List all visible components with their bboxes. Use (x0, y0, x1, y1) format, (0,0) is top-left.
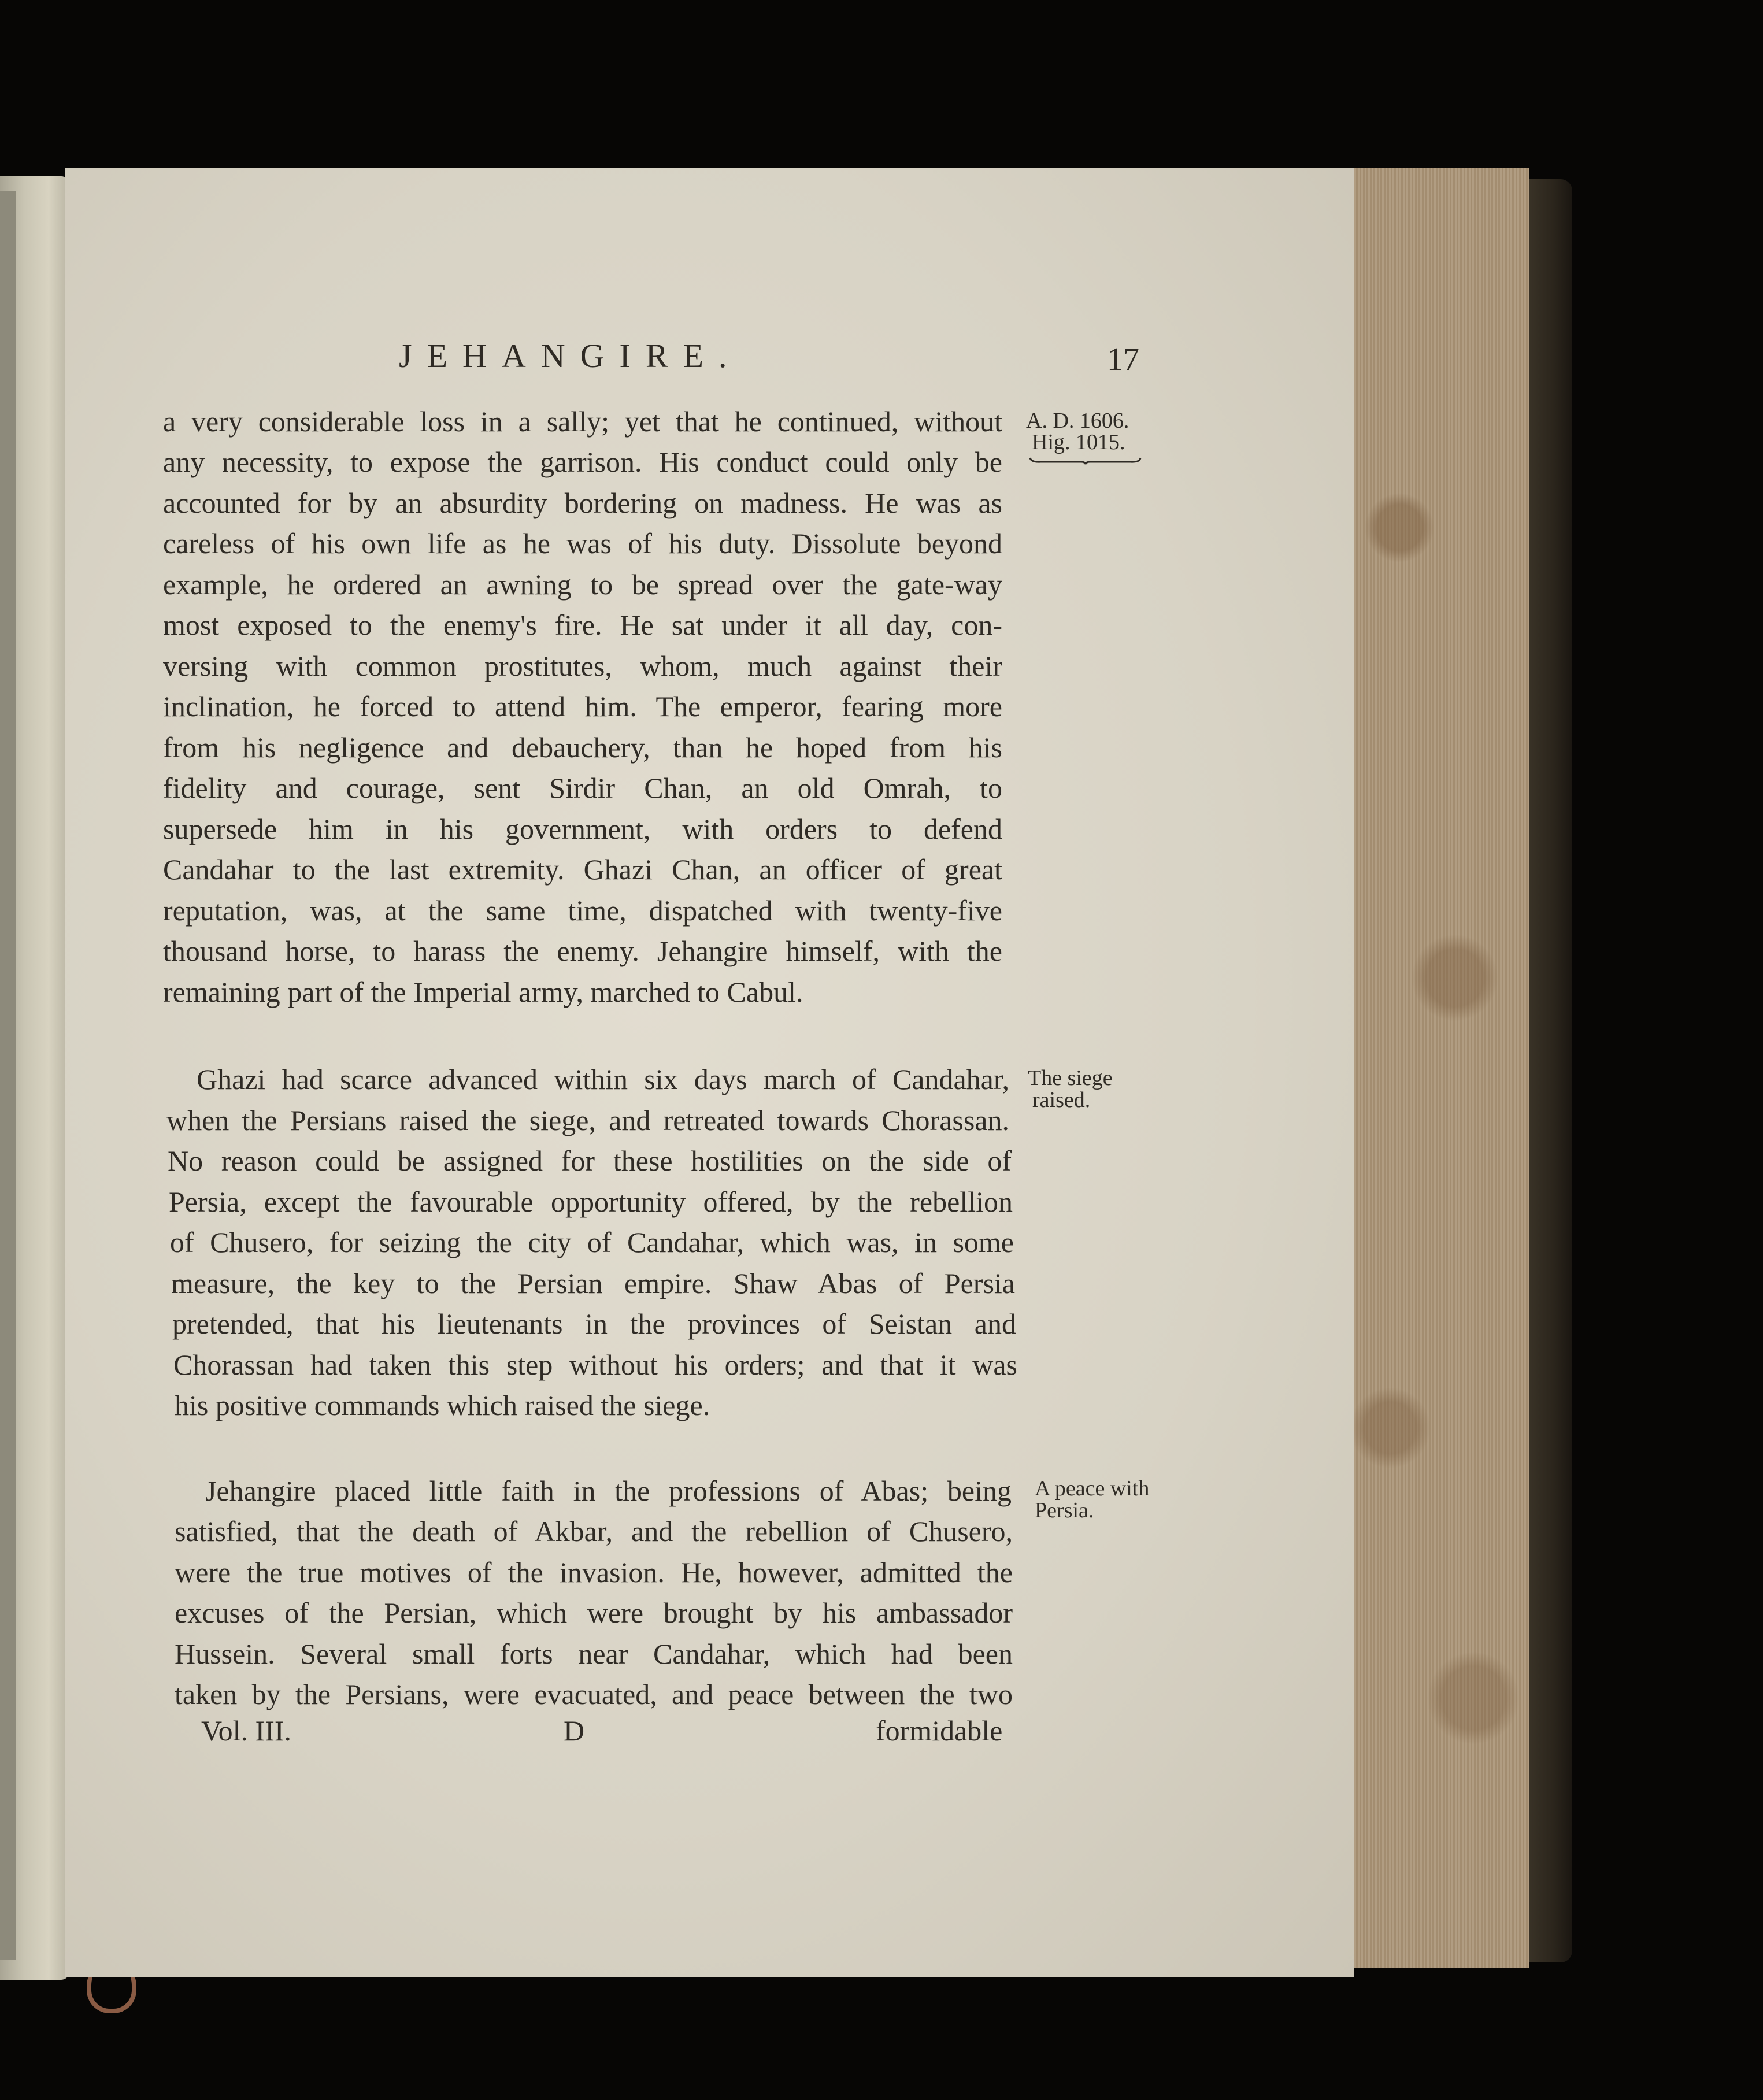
text-line: fidelity and courage, sent Sirdir Chan, an old Omrah, to (163, 772, 1002, 804)
text-line: when the Persians raised the siege, and retreated towards Chorassan. (166, 1104, 1009, 1136)
margin-note-siege-line2: raised. (1032, 1088, 1091, 1112)
text-line: most exposed to the enemy's fire. He sat under it all day, con- (163, 609, 1002, 641)
margin-note-siege-line1: The siege (1028, 1066, 1113, 1090)
margin-note-peace-line1: A peace with (1035, 1476, 1150, 1501)
signature-mark: D (564, 1714, 585, 1747)
text-line: Chorassan had taken this step without his orders; and that it was (173, 1349, 1017, 1381)
text-line: a very considerable loss in a sally; yet that he continued, without (163, 405, 1002, 438)
page-number: 17 (1107, 342, 1139, 377)
text-line: No reason could be assigned for these hostilities on the side of (168, 1145, 1012, 1177)
text-line: Jehangire placed little faith in the professions of Abas; being (205, 1475, 1012, 1507)
book-cover-edge (1526, 179, 1572, 1962)
text-line: remaining part of the Imperial army, marched to Cabul. (163, 976, 803, 1008)
catchword: formidable (876, 1714, 1003, 1747)
text-line: excuses of the Persian, which were brought by his ambassador (175, 1597, 1013, 1629)
text-line: measure, the key to the Persian empire. Shaw Abas of Persia (171, 1267, 1015, 1299)
text-line: reputation, was, at the same time, dispatched with twenty-five (163, 894, 1002, 927)
text-line: satisfied, that the death of Akbar, and the rebellion of Chusero, (175, 1515, 1013, 1547)
volume-mark: Vol. III. (201, 1714, 292, 1747)
text-line: example, he ordered an awning to be spread over the gate-way (163, 568, 1002, 601)
facing-page-shadow (0, 191, 16, 1960)
text-line: versing with common prostitutes, whom, much against their (163, 650, 1002, 682)
text-line: careless of his own life as he was of his duty. Dissolute beyond (163, 527, 1002, 560)
text-line: were the true motives of the invasion. He, however, admitted the (175, 1556, 1013, 1588)
text-line: inclination, he forced to attend him. The emperor, fearing more (163, 690, 1002, 723)
margin-brace (1029, 457, 1142, 465)
text-line: pretended, that his lieutenants in the provinces of Seistan and (172, 1308, 1016, 1340)
text-line: any necessity, to expose the garrison. His conduct could only be (163, 446, 1002, 478)
text-line: from his negligence and debauchery, than he hoped from his (163, 731, 1002, 764)
margin-note-peace-line2: Persia. (1035, 1498, 1094, 1523)
text-line: thousand horse, to harass the enemy. Jehangire himself, with the (163, 935, 1002, 967)
book-fore-edge (1344, 168, 1529, 1968)
running-title: JEHANGIRE. (399, 337, 742, 375)
text-line: of Chusero, for seizing the city of Candahar, which was, in some (170, 1226, 1014, 1258)
margin-note-date-year: A. D. 1606. (1026, 409, 1129, 433)
text-line: supersede him in his government, with orders to defend (163, 813, 1002, 845)
text-line: his positive commands which raised the siege. (175, 1389, 710, 1421)
text-line: Candahar to the last extremity. Ghazi Chan, an officer of great (163, 853, 1002, 886)
text-line: Hussein. Several small forts near Candahar, which had been (175, 1638, 1013, 1670)
text-line: Persia, except the favourable opportunity offered, by the rebellion (169, 1186, 1013, 1218)
text-line: Ghazi had scarce advanced within six days march of Candahar, (197, 1063, 1009, 1095)
margin-note-date-hijri: Hig. 1015. (1032, 430, 1125, 454)
text-line: accounted for by an absurdity bordering on madness. He was as (163, 487, 1002, 519)
text-line: taken by the Persians, were evacuated, and peace between the two (175, 1678, 1013, 1710)
